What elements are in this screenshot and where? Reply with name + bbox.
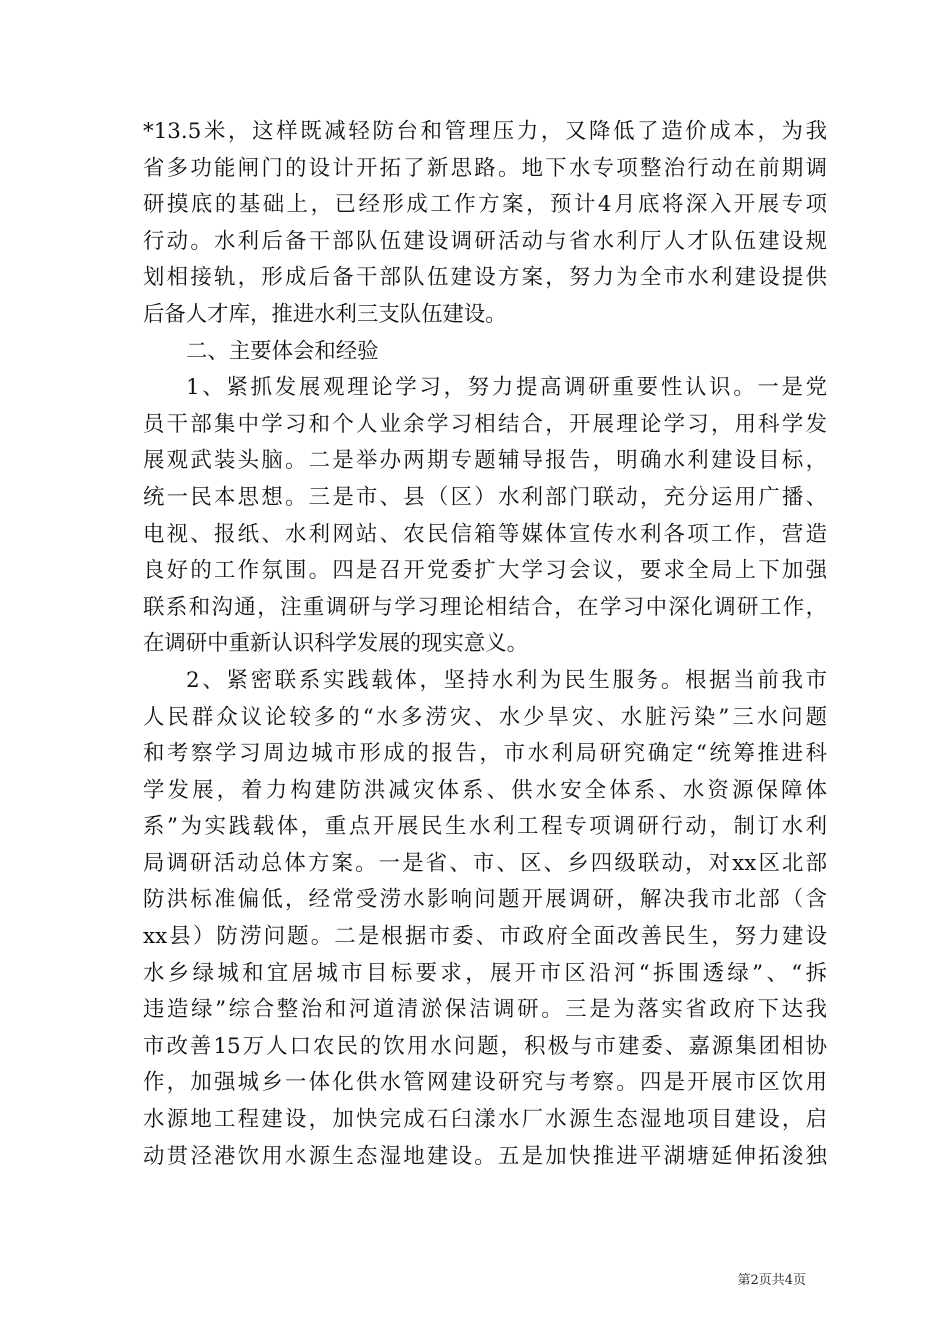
text-line: 1、紧抓发展观理论学习，努力提高调研重要性认识。一是党 [186, 375, 827, 401]
body-text [143, 114, 827, 1175]
section-heading: 二、主要体会和经验 [186, 338, 379, 364]
text-line: xx县）防涝问题。二是根据市委、市政府全面改善民生，努力建设 [143, 924, 827, 950]
text-line: 动贯泾港饮用水源生态湿地建设。五是加快推进平湖塘延伸拓浚独 [143, 1143, 827, 1169]
text-line: 学发展，着力构建防洪减灾体系、供水安全体系、水资源保障体 [143, 777, 827, 803]
text-line: 人民群众议论较多的“水多涝灾、水少旱灾、水脏污染”三水问题 [143, 704, 827, 730]
text-line: 研摸底的基础上，已经形成工作方案，预计4月底将深入开展专项 [143, 192, 827, 218]
text-line: 市改善15万人口农民的饮用水问题，积极与市建委、嘉源集团相协 [143, 1033, 827, 1059]
text-line: 在调研中重新认识科学发展的现实意义。 [143, 631, 529, 657]
text-line: 良好的工作氛围。四是召开党委扩大学习会议，要求全局上下加强 [143, 558, 827, 584]
text-line: 违造绿”综合整治和河道清淤保洁调研。三是为落实省政府下达我 [143, 997, 827, 1023]
text-line: 2、紧密联系实践载体，坚持水利为民生服务。根据当前我市 [186, 667, 827, 693]
text-line: 和考察学习周边城市形成的报告，市水利局研究确定“统筹推进科 [143, 741, 827, 767]
text-line: 作，加强城乡一体化供水管网建设研究与考察。四是开展市区饮用 [143, 1070, 827, 1096]
text-line: 员干部集中学习和个人业余学习相结合，开展理论学习，用科学发 [143, 411, 827, 437]
text-line: 后备人才库，推进水利三支队伍建设。 [143, 301, 507, 327]
text-line: 电视、报纸、水利网站、农民信箱等媒体宣传水利各项工作，营造 [143, 521, 827, 547]
text-line: 展观武装头脑。二是举办两期专题辅导报告，明确水利建设目标， [143, 448, 827, 474]
text-line: 系”为实践载体，重点开展民生水利工程专项调研行动，制订水利 [143, 814, 827, 840]
page-number: 第2页共4页 [737, 1273, 806, 1288]
text-line: 行动。水利后备干部队伍建设调研活动与省水利厅人才队伍建设规 [143, 228, 827, 254]
text-line: 统一民本思想。三是市、县（区）水利部门联动，充分运用广播、 [143, 484, 827, 510]
text-line: *13.5米，这样既减轻防台和管理压力，又降低了造价成本，为我 [143, 119, 827, 144]
text-line: 局调研活动总体方案。一是省、市、区、乡四级联动，对xx区北部 [143, 850, 827, 876]
text-line: 划相接轨，形成后备干部队伍建设方案，努力为全市水利建设提供 [143, 265, 827, 291]
text-line: 联系和沟通，注重调研与学习理论相结合，在学习中深化调研工作， [143, 594, 827, 620]
text-line: 省多功能闸门的设计开拓了新思路。地下水专项整治行动在前期调 [143, 155, 827, 181]
text-line: 水源地工程建设，加快完成石臼漾水厂水源生态湿地项目建设，启 [143, 1107, 827, 1133]
text-line: 水乡绿城和宜居城市目标要求，展开市区沿河“拆围透绿”、“拆 [143, 960, 827, 986]
text-line: 防洪标准偏低，经常受涝水影响问题开展调研，解决我市北部（含 [143, 887, 827, 913]
